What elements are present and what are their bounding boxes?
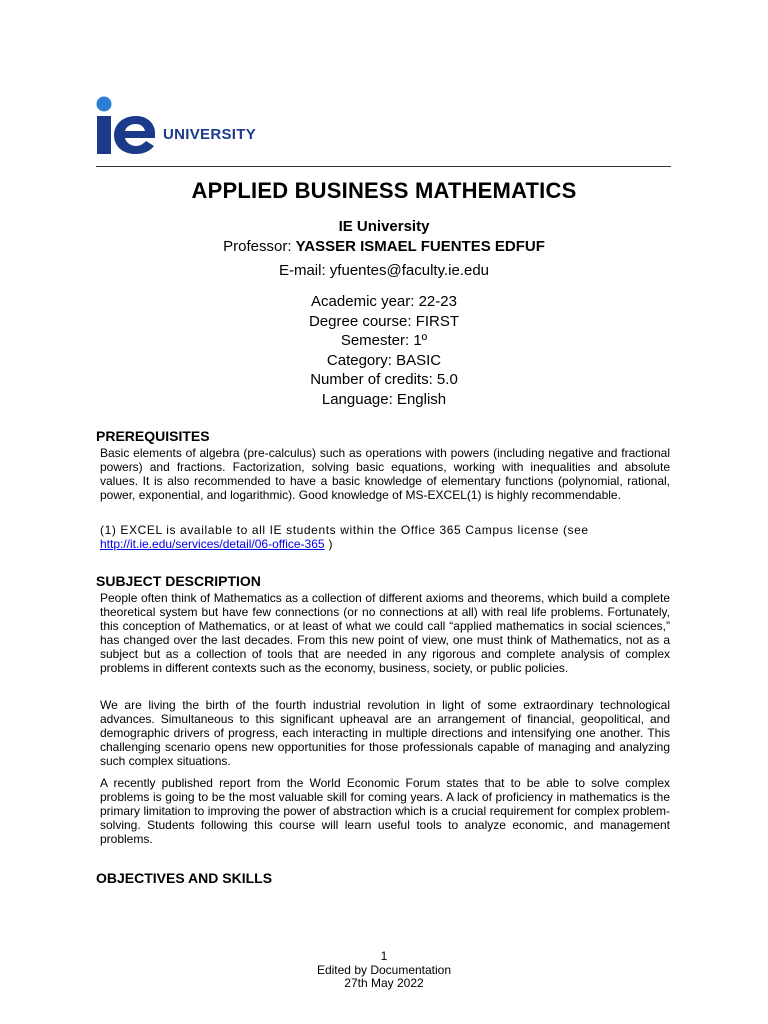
logo-e <box>114 116 155 154</box>
subject-paragraph-3: A recently published report from the World Economic Forum states that to be able to solve complex problems is going to be the most valuable skill for coming years. A lack of proficiency in mathematics is the primary limitation to improving the power of abstraction which is a crucial requirement for complex problem-solving. Students following this course will learn useful tools to analyze economic, and management problems. <box>100 776 670 847</box>
logo-i-stem <box>97 116 111 154</box>
note-end: ) <box>324 537 334 552</box>
document-title: APPLIED BUSINESS MATHEMATICS <box>191 178 577 203</box>
edit-date: 27th May 2022 <box>344 976 424 990</box>
email-line: E-mail: yfuentes@faculty.ie.edu <box>278 262 490 279</box>
subject-paragraph-1: People often think of Mathematics as a collection of different axioms and theorems, which build a complete theoretical system but have few connections (or no connections at all) with real life problems. Fortunately, this conception of Mathematics, or at least of what we could call “applied mathematics in social sciences,” has changed over the last decades. From this new point of view, one must think of Mathematics, not as a subject but as a collection of tools that are needed in any rigorous and complete analysis of complex problems in different contexts such as the economy, business, society, or public policies. <box>100 591 670 676</box>
edited-by: Edited by Documentation <box>316 962 452 977</box>
prerequisites-note <box>100 523 670 551</box>
objectives-heading: OBJECTIVES AND SKILLS <box>96 870 273 886</box>
prerequisites-heading: PREREQUISITES <box>96 428 210 444</box>
note-text: (1) EXCEL is available to all IE students within the Office 365 Campus license (see <box>100 523 589 537</box>
credits: Number of credits: 5.0 <box>310 371 458 389</box>
semester: Semester: 1º <box>340 332 428 350</box>
page-footer <box>0 950 768 991</box>
prerequisites-text: Basic elements of algebra (pre-calculus) such as operations with powers (including negative and fractional powers) and fractions. Factorization, solving basic equations, working with inequalities and absolute values. It is also recommended to have a basic knowledge of elementary functions (polynomial, rational, power, exponential, and logarithmic). Good knowledge of MS-EXCEL(1) is highly recommendable. <box>100 446 670 503</box>
subject-paragraph-2: We are living the birth of the fourth industrial revolution in light of some extraordinary technological advances. Simultaneous to this significant upheaval are an arrangement of financial, geopolitical, and demographic drivers of progress, each interacting in multiple directions and intensifying one another. This challenging scenario opens new opportunities for those professionals capable of managing and analyzing such complex situations. <box>100 698 670 769</box>
logo-dot <box>97 97 112 112</box>
category: Category: BASIC <box>326 351 442 369</box>
professor-label: Professor: <box>223 238 296 255</box>
page-number: 1 <box>380 949 388 963</box>
degree-course: Degree course: FIRST <box>308 312 460 330</box>
professor-name: YASSER ISMAEL FUENTES EDFUF <box>295 238 545 255</box>
institution: IE University <box>338 218 430 235</box>
language: Language: English <box>321 390 447 408</box>
office-365-link[interactable]: http://it.ie.edu/services/detail/06-office-365 <box>100 537 325 552</box>
subject-heading: SUBJECT DESCRIPTION <box>96 573 261 589</box>
logo-text: UNIVERSITY <box>163 126 257 143</box>
course-info <box>0 292 768 410</box>
professor-line <box>0 238 768 255</box>
header-divider <box>96 166 671 167</box>
academic-year: Academic year: 22-23 <box>311 293 457 310</box>
